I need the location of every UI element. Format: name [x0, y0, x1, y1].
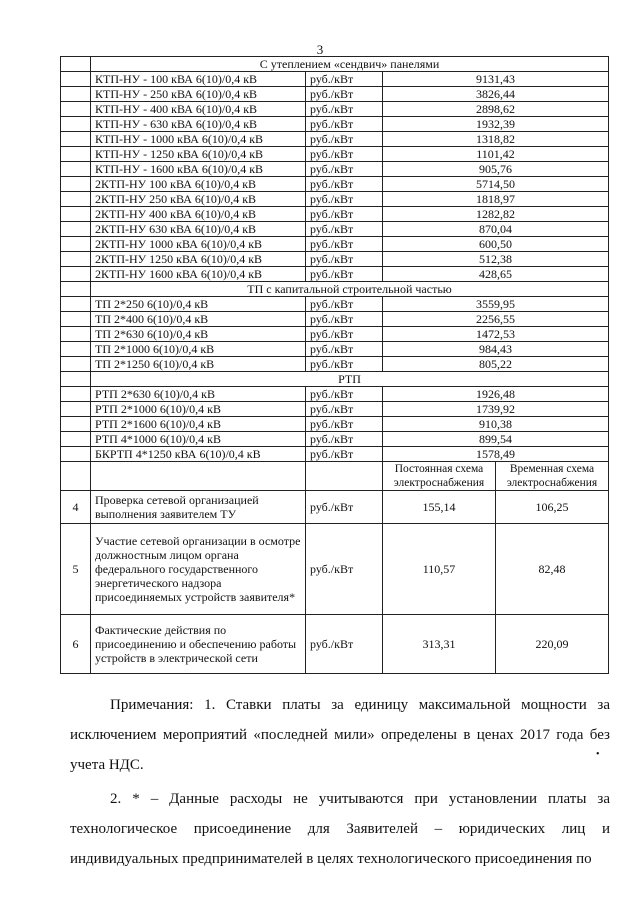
table-row — [61, 192, 609, 207]
rate-value: 899,54 — [383, 432, 609, 447]
table-row — [61, 207, 609, 222]
unit-cell: руб./кВт — [306, 222, 383, 237]
rate-value: 9131,43 — [383, 72, 609, 87]
empty-cell — [306, 462, 383, 491]
equipment-name: ТП 2*630 6(10)/0,4 кВ — [91, 327, 306, 342]
rate-value: 428,65 — [383, 267, 609, 282]
stray-mark: • — [596, 749, 600, 760]
equipment-name: РТП 2*1600 6(10)/0,4 кВ — [91, 417, 306, 432]
row-number — [61, 267, 91, 282]
unit-cell: руб./кВт — [306, 417, 383, 432]
temporary-value: 220,09 — [496, 615, 609, 674]
equipment-name: ТП 2*250 6(10)/0,4 кВ — [91, 297, 306, 312]
rate-value: 1739,92 — [383, 402, 609, 417]
equipment-name: РТП 2*1000 6(10)/0,4 кВ — [91, 402, 306, 417]
equipment-name: РТП 2*630 6(10)/0,4 кВ — [91, 387, 306, 402]
table-row — [61, 117, 609, 132]
row-number — [61, 192, 91, 207]
page-number: 3 — [316, 42, 324, 57]
rate-value: 3559,95 — [383, 297, 609, 312]
table-row — [61, 222, 609, 237]
unit-cell: руб./кВт — [306, 491, 383, 524]
unit-cell: руб./кВт — [306, 342, 383, 357]
row-number — [61, 87, 91, 102]
permanent-scheme-header: Постоянная схема электроснабжения — [383, 462, 496, 491]
unit-cell: руб./кВт — [306, 117, 383, 132]
equipment-name: КТП-НУ - 400 кВА 6(10)/0,4 кВ — [91, 102, 306, 117]
row-number — [61, 237, 91, 252]
unit-cell: руб./кВт — [306, 432, 383, 447]
equipment-name: РТП 4*1000 6(10)/0,4 кВ — [91, 432, 306, 447]
unit-cell: руб./кВт — [306, 252, 383, 267]
table-row — [61, 615, 609, 674]
row-number — [61, 252, 91, 267]
unit-cell: руб./кВт — [306, 177, 383, 192]
row-number — [61, 282, 91, 297]
rate-value: 1932,39 — [383, 117, 609, 132]
equipment-name: КТП-НУ - 250 кВА 6(10)/0,4 кВ — [91, 87, 306, 102]
unit-cell: руб./кВт — [306, 267, 383, 282]
note-2: 2. * – Данные расходы не учитываются при установлении платы за технологическое присоединение для Заявителей – юридических лиц и индивидуальных предпринимателей в целях технологического присоединения по — [70, 791, 610, 867]
unit-cell: руб./кВт — [306, 312, 383, 327]
table-row — [61, 297, 609, 312]
row-number — [61, 147, 91, 162]
unit-cell: руб./кВт — [306, 357, 383, 372]
section-header-row — [61, 282, 609, 297]
rate-value: 2256,55 — [383, 312, 609, 327]
row-number — [61, 312, 91, 327]
rate-value: 1472,53 — [383, 327, 609, 342]
rate-value: 1318,82 — [383, 132, 609, 147]
equipment-name: БКРТП 4*1250 кВА 6(10)/0,4 кВ — [91, 447, 306, 462]
row-number — [61, 432, 91, 447]
equipment-name: 2КТП-НУ 1000 кВА 6(10)/0,4 кВ — [91, 237, 306, 252]
row-number — [61, 372, 91, 387]
temporary-value: 106,25 — [496, 491, 609, 524]
tariff-table-body — [61, 57, 609, 674]
table-row — [61, 342, 609, 357]
unit-cell: руб./кВт — [306, 207, 383, 222]
equipment-name: КТП-НУ - 1600 кВА 6(10)/0,4 кВ — [91, 162, 306, 177]
unit-cell: руб./кВт — [306, 615, 383, 674]
table-row — [61, 252, 609, 267]
row-number — [61, 447, 91, 462]
section-title: ТП с капитальной строительной частью — [91, 282, 609, 297]
rate-value: 984,43 — [383, 342, 609, 357]
row-number — [61, 297, 91, 312]
unit-cell: руб./кВт — [306, 387, 383, 402]
equipment-name: КТП-НУ - 100 кВА 6(10)/0,4 кВ — [91, 72, 306, 87]
row-number — [61, 417, 91, 432]
row-number — [61, 57, 91, 72]
unit-cell: руб./кВт — [306, 72, 383, 87]
equipment-name: 2КТП-НУ 250 кВА 6(10)/0,4 кВ — [91, 192, 306, 207]
unit-cell: руб./кВт — [306, 237, 383, 252]
row-number — [61, 177, 91, 192]
equipment-name: ТП 2*400 6(10)/0,4 кВ — [91, 312, 306, 327]
equipment-name: 2КТП-НУ 1250 кВА 6(10)/0,4 кВ — [91, 252, 306, 267]
rate-value: 512,38 — [383, 252, 609, 267]
table-row — [61, 132, 609, 147]
row-number — [61, 462, 91, 491]
rate-value: 1282,82 — [383, 207, 609, 222]
table-row — [61, 402, 609, 417]
equipment-name: 2КТП-НУ 1600 кВА 6(10)/0,4 кВ — [91, 267, 306, 282]
rate-value: 3826,44 — [383, 87, 609, 102]
table-row — [61, 417, 609, 432]
rate-value: 905,76 — [383, 162, 609, 177]
unit-cell: руб./кВт — [306, 162, 383, 177]
rate-value: 600,50 — [383, 237, 609, 252]
tariff-table — [60, 56, 609, 674]
table-row — [61, 357, 609, 372]
unit-cell: руб./кВт — [306, 147, 383, 162]
section-header-row — [61, 372, 609, 387]
item-name: Участие сетевой организации в осмотре должностным лицом органа федерального государственного энергетического надзора присоединяемых устройств заявителя* — [91, 524, 306, 615]
table-row — [61, 267, 609, 282]
unit-cell: руб./кВт — [306, 447, 383, 462]
equipment-name: КТП-НУ - 1000 кВА 6(10)/0,4 кВ — [91, 132, 306, 147]
row-number — [61, 102, 91, 117]
table-row — [61, 147, 609, 162]
section-title: С утеплением «сендвич» панелями — [91, 57, 609, 72]
row-number — [61, 117, 91, 132]
table-row — [61, 102, 609, 117]
unit-cell: руб./кВт — [306, 192, 383, 207]
permanent-value: 110,57 — [383, 524, 496, 615]
row-number — [61, 207, 91, 222]
table-row — [61, 237, 609, 252]
unit-cell: руб./кВт — [306, 524, 383, 615]
temporary-scheme-header: Временная схема электроснабжения — [496, 462, 609, 491]
rate-value: 910,38 — [383, 417, 609, 432]
table-row — [61, 87, 609, 102]
temporary-value: 82,48 — [496, 524, 609, 615]
table-row — [61, 387, 609, 402]
rate-value: 2898,62 — [383, 102, 609, 117]
row-number: 4 — [61, 491, 91, 524]
row-number — [61, 387, 91, 402]
section-title: РТП — [91, 372, 609, 387]
row-number — [61, 327, 91, 342]
equipment-name: ТП 2*1000 6(10)/0,4 кВ — [91, 342, 306, 357]
permanent-value: 313,31 — [383, 615, 496, 674]
rate-value: 1578,49 — [383, 447, 609, 462]
equipment-name: 2КТП-НУ 630 кВА 6(10)/0,4 кВ — [91, 222, 306, 237]
row-number — [61, 357, 91, 372]
rate-value: 5714,50 — [383, 177, 609, 192]
unit-cell: руб./кВт — [306, 102, 383, 117]
table-row — [61, 491, 609, 524]
row-number — [61, 162, 91, 177]
equipment-name: КТП-НУ - 1250 кВА 6(10)/0,4 кВ — [91, 147, 306, 162]
table-row — [61, 524, 609, 615]
table-row — [61, 432, 609, 447]
table-row — [61, 447, 609, 462]
rate-value: 805,22 — [383, 357, 609, 372]
row-number — [61, 342, 91, 357]
rate-value: 870,04 — [383, 222, 609, 237]
rate-value: 1818,97 — [383, 192, 609, 207]
unit-cell: руб./кВт — [306, 87, 383, 102]
equipment-name: 2КТП-НУ 400 кВА 6(10)/0,4 кВ — [91, 207, 306, 222]
table-row — [61, 312, 609, 327]
item-name: Проверка сетевой организацией выполнения заявителем ТУ — [91, 491, 306, 524]
unit-cell: руб./кВт — [306, 327, 383, 342]
unit-cell: руб./кВт — [306, 297, 383, 312]
equipment-name: 2КТП-НУ 100 кВА 6(10)/0,4 кВ — [91, 177, 306, 192]
row-number — [61, 402, 91, 417]
permanent-value: 155,14 — [383, 491, 496, 524]
unit-cell: руб./кВт — [306, 402, 383, 417]
row-number: 6 — [61, 615, 91, 674]
rate-value: 1101,42 — [383, 147, 609, 162]
row-number: 5 — [61, 524, 91, 615]
row-number — [61, 72, 91, 87]
table-row — [61, 177, 609, 192]
row-number — [61, 132, 91, 147]
notes — [70, 690, 610, 874]
scheme-header-row — [61, 462, 609, 491]
note-1: Примечания: 1. Ставки платы за единицу максимальной мощности за исключением мероприятий «последней мили» определены в ценах 2017 года без учета НДС. — [70, 697, 610, 773]
equipment-name: ТП 2*1250 6(10)/0,4 кВ — [91, 357, 306, 372]
item-name: Фактические действия по присоединению и обеспечению работы устройств в электрической сети — [91, 615, 306, 674]
empty-cell — [91, 462, 306, 491]
table-row — [61, 162, 609, 177]
table-row — [61, 72, 609, 87]
section-header-row — [61, 57, 609, 72]
unit-cell: руб./кВт — [306, 132, 383, 147]
table-row — [61, 327, 609, 342]
equipment-name: КТП-НУ - 630 кВА 6(10)/0,4 кВ — [91, 117, 306, 132]
row-number — [61, 222, 91, 237]
rate-value: 1926,48 — [383, 387, 609, 402]
